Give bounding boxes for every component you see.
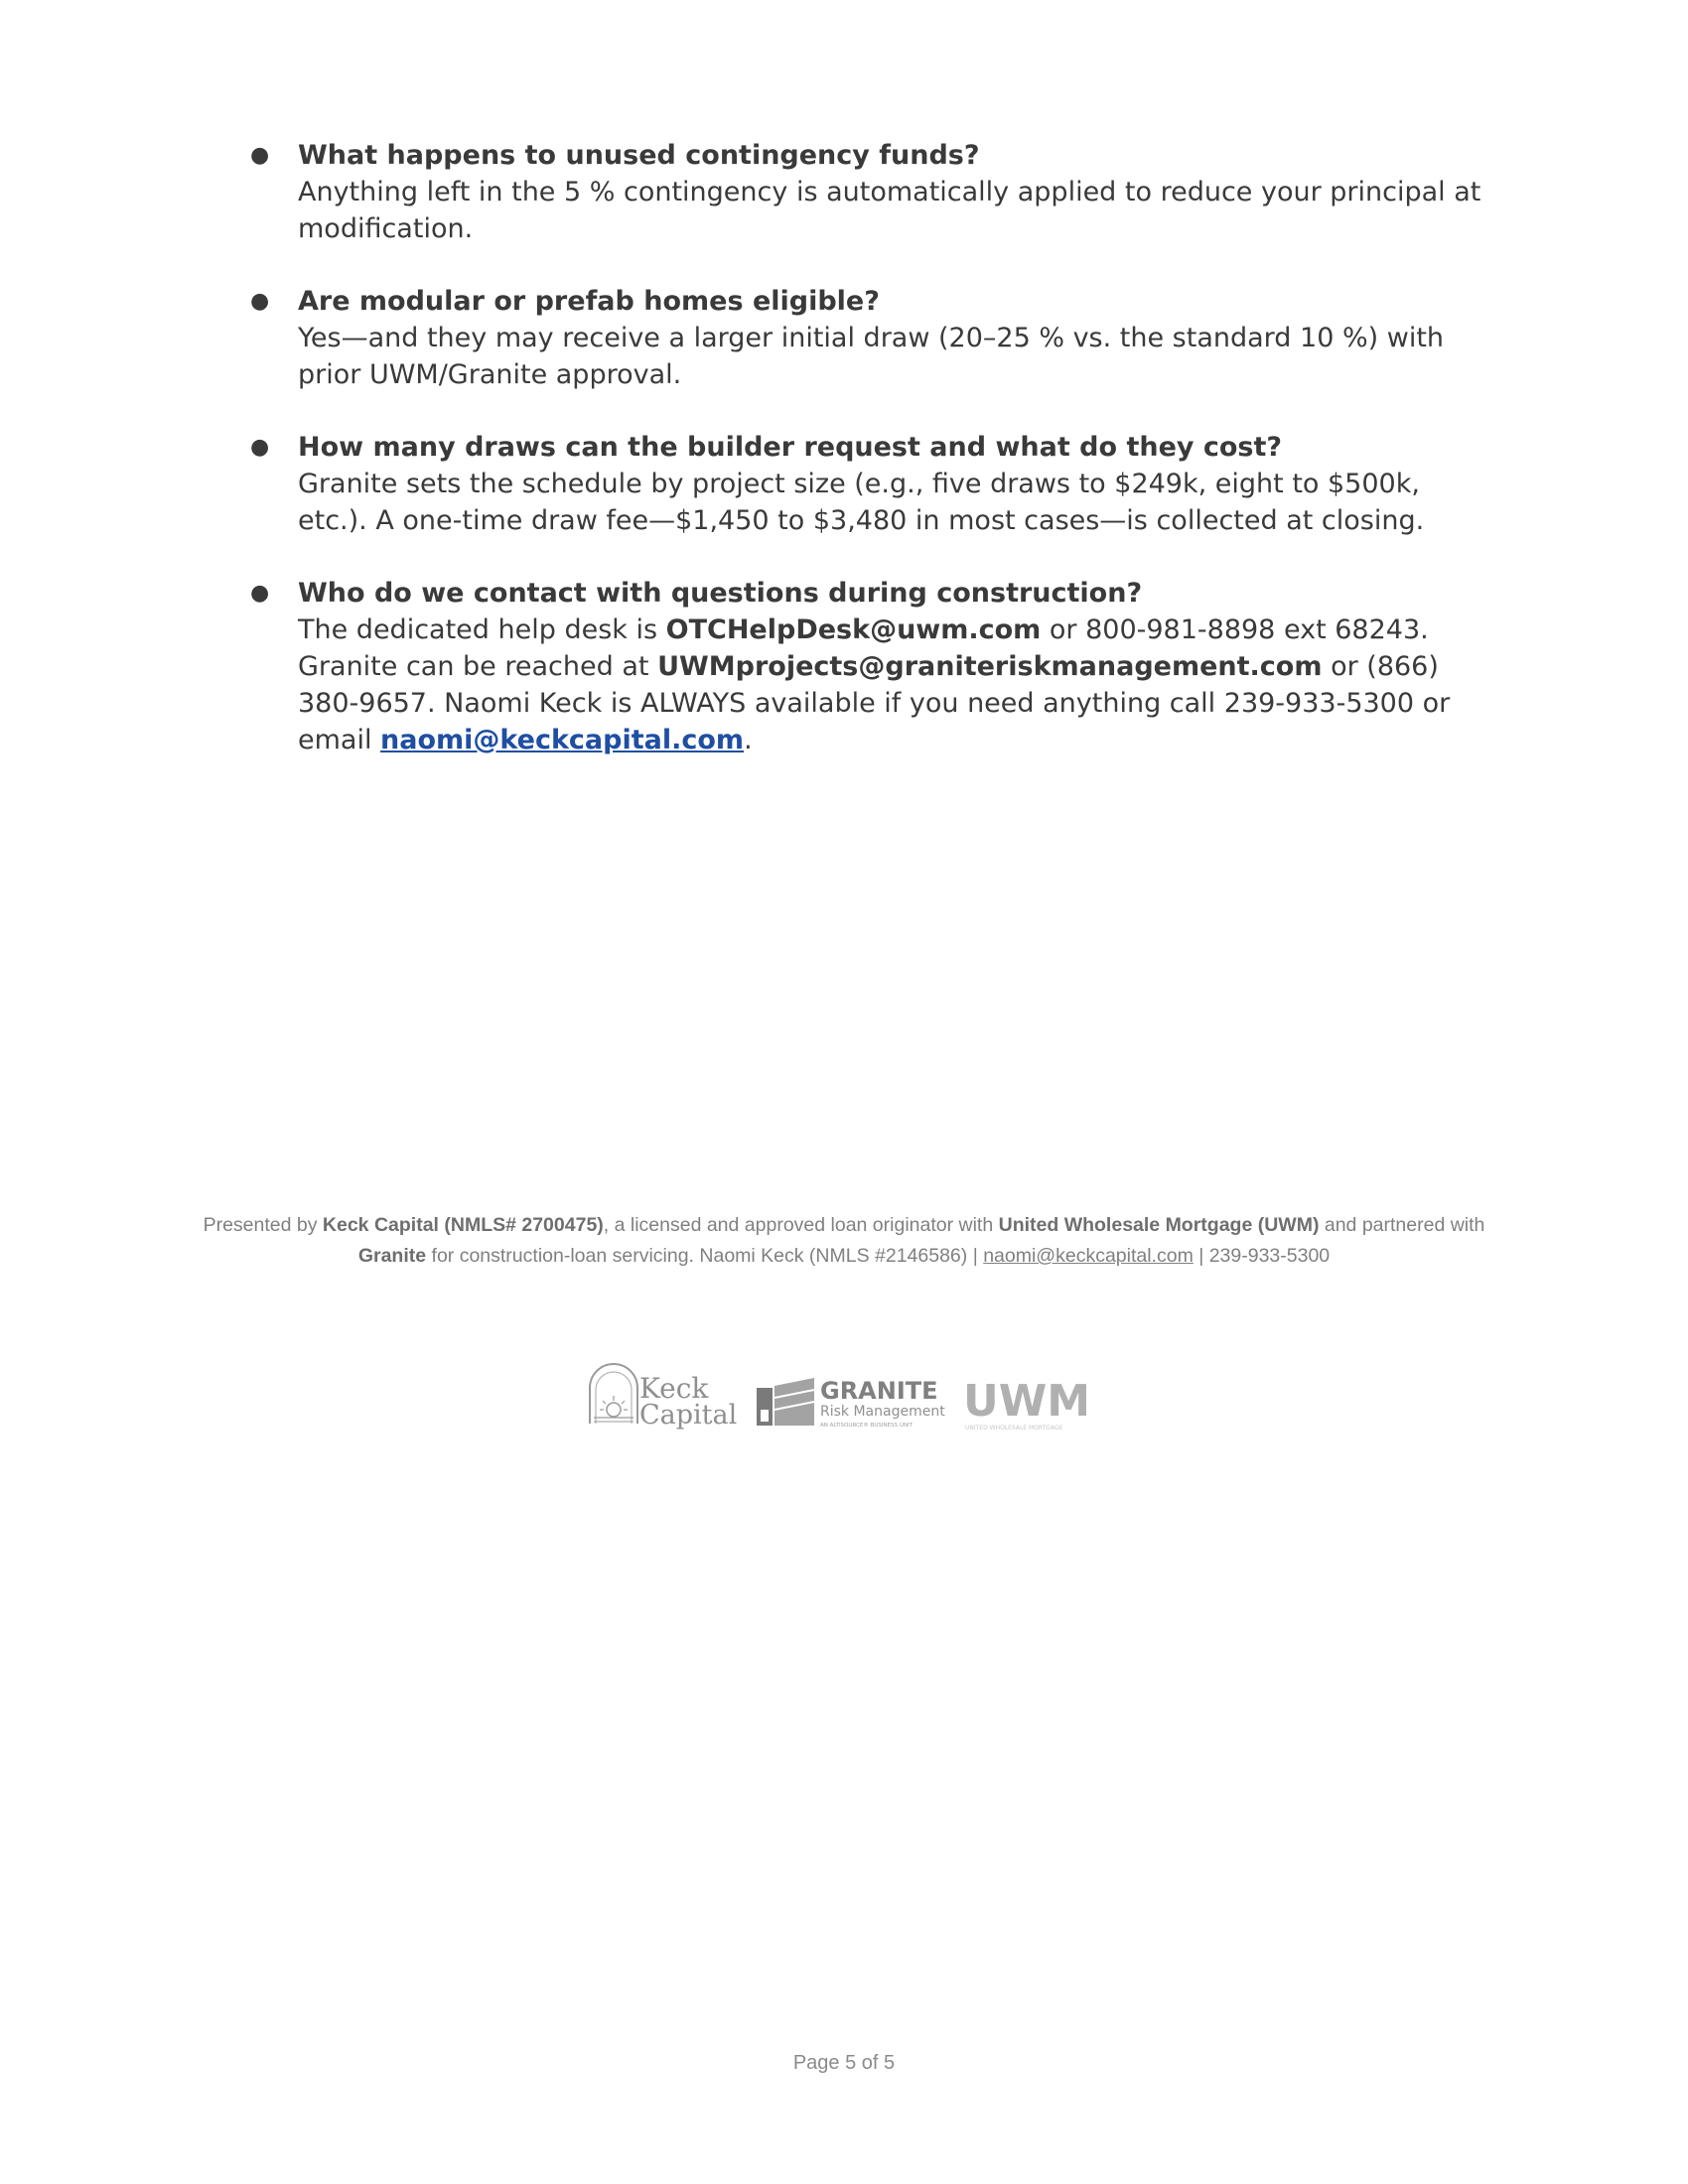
uwm-logo-title: UWM [963, 1376, 1091, 1427]
bullet-icon: ● [250, 289, 270, 314]
faq-question: What happens to unused contingency funds? [298, 140, 980, 171]
footer-keck: Keck Capital (NMLS# 2700475) [322, 1214, 604, 1236]
partner-logos [586, 1360, 1102, 1432]
sun-arch-icon [590, 1364, 637, 1424]
faq-item [250, 575, 1481, 758]
footer-text: for construction-loan servicing. Naomi Keck (NMLS #2146586) | [426, 1245, 984, 1267]
footer-text: | 239-933-5300 [1193, 1245, 1331, 1267]
answer-text: or 800-981-8898 ext 68243. Granite can be reached at [298, 614, 1429, 682]
faq-item [250, 283, 1481, 393]
footer-text: Presented by [203, 1214, 323, 1236]
bullet-icon: ● [250, 143, 270, 168]
granite-logo-tag: AN ALTISOURCE® BUSINESS UNIT [820, 1423, 913, 1429]
footer-text: and partnered with [1319, 1214, 1485, 1236]
faq-question: Are modular or prefab homes eligible? [298, 286, 880, 317]
faq-item [250, 137, 1481, 247]
helpdesk-email: OTCHelpDesk@uwm.com [665, 614, 1042, 645]
faq-answer: Yes—and they may receive a larger initial draw (20–25 % vs. the standard 10 %) with prior UWM/Granite approval. [298, 323, 1445, 390]
keck-logo-line2: Capital [639, 1400, 738, 1431]
page-number: Page 5 of 5 [792, 2052, 896, 2074]
faq-question: How many draws can the builder request and what do they cost? [298, 432, 1283, 463]
footer-email-link[interactable]: naomi@keckcapital.com [983, 1245, 1194, 1267]
keck-capital-logo [590, 1364, 737, 1431]
granite-logo-title: GRANITE [820, 1377, 938, 1405]
faq-question: Who do we contact with questions during construction? [298, 578, 1143, 609]
keck-logo-line1: Keck [639, 1372, 709, 1405]
granite-logo [757, 1377, 945, 1429]
answer-text: or (866) 380-9657. Naomi Keck is ALWAYS available if you need anything call 239-933-5300 or email [298, 651, 1451, 755]
uwm-logo [963, 1376, 1090, 1432]
footer-granite: Granite [357, 1245, 427, 1267]
faq-item [250, 429, 1481, 539]
uwm-logo-sub: UNITED WHOLESALE MORTGAGE [965, 1425, 1063, 1432]
answer-text: The dedicated help desk is [298, 614, 666, 645]
granite-logo-sub: Risk Management [820, 1404, 945, 1420]
footer-text: , a licensed and approved loan originator with [603, 1214, 999, 1236]
faq-answer [298, 612, 1481, 758]
faq-list [250, 137, 1481, 794]
footer-disclosure [179, 1210, 1509, 1272]
naomi-email-link[interactable]: naomi@keckcapital.com [380, 725, 745, 755]
bullet-icon: ● [250, 581, 270, 606]
granite-email: UWMprojects@graniteriskmanagement.com [657, 651, 1323, 682]
faq-answer: Granite sets the schedule by project size (e.g., five draws to $249k, eight to $500k, etc.). A one-time draw fee—$1,450 to $3,480 in most cases—is collected at closing. [298, 469, 1425, 536]
bullet-icon: ● [250, 435, 270, 460]
footer-uwm: United Wholesale Mortgage (UWM) [998, 1214, 1320, 1236]
faq-answer: Anything left in the 5 % contingency is automatically applied to reduce your principal at modification. [298, 177, 1481, 244]
answer-text: . [744, 725, 753, 755]
